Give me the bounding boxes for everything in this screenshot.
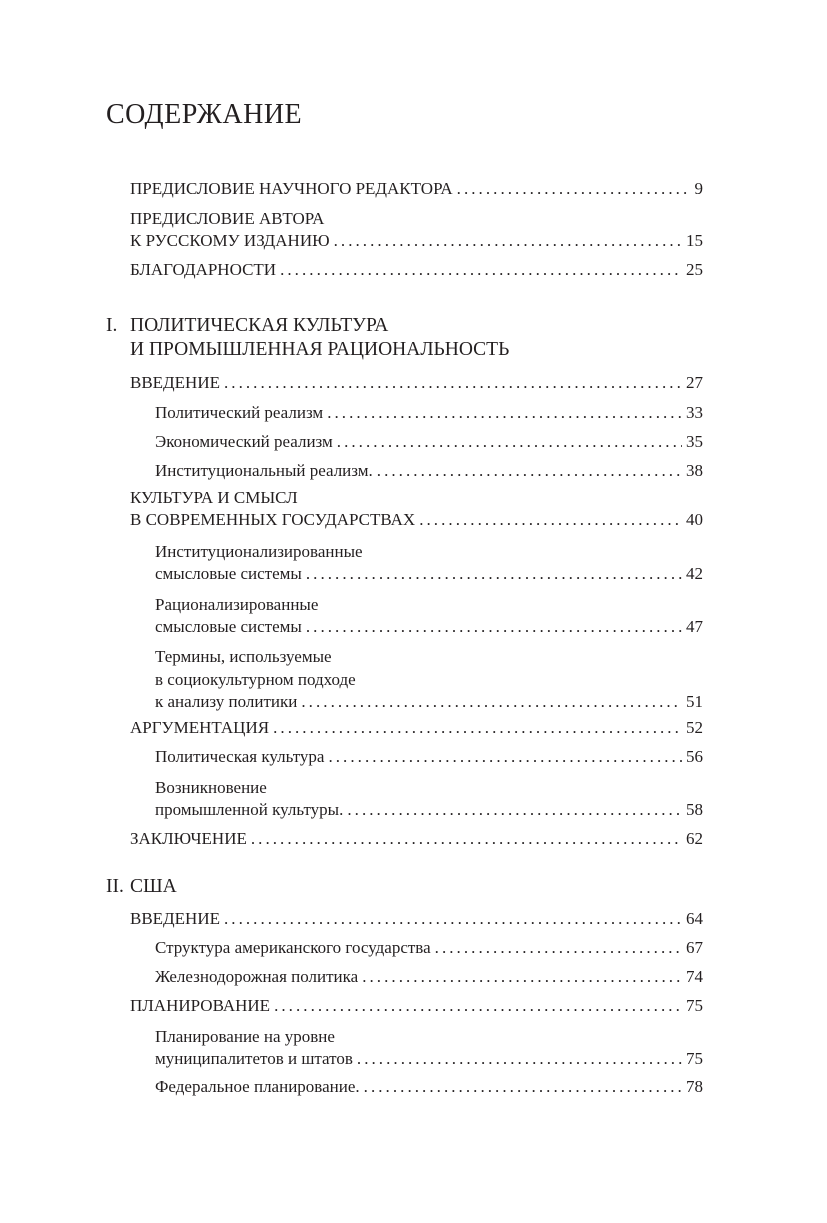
toc-subsection-entry[interactable] [155, 746, 703, 768]
entry-title: Политический реализм [155, 403, 324, 422]
toc-subsection-entry[interactable] [155, 1025, 703, 1070]
page-number: 56 [686, 747, 703, 766]
entry-title: ВВЕДЕНИЕ [130, 373, 220, 392]
part-title: США [130, 876, 177, 897]
page-number: 33 [686, 403, 703, 422]
toc-subsection-entry[interactable] [155, 776, 703, 821]
entry-title: муниципалитетов и штатов [155, 1049, 353, 1068]
dot-leader [435, 937, 682, 959]
toc-section-entry[interactable] [130, 908, 703, 930]
page-number: 67 [686, 938, 703, 957]
entry-title-line: КУЛЬТУРА И СМЫСЛ [130, 488, 298, 507]
entry-title-line: Рационализированные [155, 595, 319, 614]
dot-leader [364, 1076, 682, 1098]
dot-leader [224, 372, 682, 394]
entry-title-line: Возникновение [155, 778, 267, 797]
toc-subsection-entry[interactable] [155, 966, 703, 988]
entry-title: промышленной культуры. [155, 800, 344, 819]
toc-section-entry[interactable] [130, 372, 703, 394]
page-number: 35 [686, 432, 703, 451]
toc-section-entry[interactable] [130, 486, 703, 531]
dot-leader [327, 402, 682, 424]
toc-subsection-entry[interactable] [155, 431, 703, 453]
entry-title: ПЛАНИРОВАНИЕ [130, 996, 271, 1015]
page-number: 74 [686, 967, 703, 986]
entry-title: смысловые системы [155, 617, 302, 636]
page-number: 42 [686, 564, 703, 583]
page-number: 75 [686, 996, 703, 1015]
part-heading [106, 875, 177, 899]
page-number: 27 [686, 373, 703, 392]
entry-title: ЗАКЛЮЧЕНИЕ [130, 829, 247, 848]
page-number: 15 [686, 231, 703, 250]
toc-subsection-entry[interactable] [155, 593, 703, 638]
page-number: 9 [694, 179, 703, 198]
entry-title-line: ПРЕДИСЛОВИЕ АВТОРА [130, 209, 325, 228]
page-number: 51 [686, 692, 703, 711]
page-number: 25 [686, 260, 703, 279]
toc-section-entry[interactable] [130, 717, 703, 739]
entry-title-line: в социокультурном подходе [155, 670, 356, 689]
page-number: 64 [686, 909, 703, 928]
toc-section-entry[interactable] [130, 178, 703, 200]
entry-title-line: Термины, используемые [155, 647, 332, 666]
page-number: 78 [686, 1077, 703, 1096]
toc-subsection-entry[interactable] [155, 645, 703, 713]
page-number: 40 [686, 510, 703, 529]
part-heading [106, 314, 509, 362]
dot-leader [274, 995, 682, 1017]
entry-title: ПРЕДИСЛОВИЕ НАУЧНОГО РЕДАКТОРА [130, 179, 453, 198]
part-number: II. [106, 876, 124, 897]
dot-leader [337, 431, 682, 453]
toc-subsection-entry[interactable] [155, 402, 703, 424]
dot-leader [306, 563, 682, 585]
entry-title: В СОВРЕМЕННЫХ ГОСУДАРСТВАХ [130, 510, 416, 529]
entry-title: Институциональный реализм. [155, 461, 373, 480]
dot-leader [357, 1048, 682, 1070]
dot-leader [224, 908, 682, 930]
entry-title: К РУССКОМУ ИЗДАНИЮ [130, 231, 330, 250]
part-heading-line [106, 314, 509, 338]
entry-title: ВВЕДЕНИЕ [130, 909, 220, 928]
page-number: 75 [686, 1049, 703, 1068]
page-title: СОДЕРЖАНИЕ [106, 99, 303, 130]
dot-leader [334, 230, 682, 252]
entry-title: Экономический реализм [155, 432, 333, 451]
entry-title: АРГУМЕНТАЦИЯ [130, 718, 270, 737]
entry-title: к анализу политики [155, 692, 298, 711]
entry-title-line: Планирование на уровне [155, 1027, 335, 1046]
toc-section-entry[interactable] [130, 259, 703, 281]
page-number: 52 [686, 718, 703, 737]
entry-title: Политическая культура [155, 747, 325, 766]
part-heading-line [106, 338, 509, 362]
toc-section-entry[interactable] [130, 828, 703, 850]
dot-leader [306, 616, 682, 638]
dot-leader [273, 717, 682, 739]
toc-subsection-entry[interactable] [155, 937, 703, 959]
toc-subsection-entry[interactable] [155, 540, 703, 585]
dot-leader [328, 746, 682, 768]
entry-title: Железнодорожная политика [155, 967, 359, 986]
dot-leader [301, 691, 682, 713]
dot-leader [347, 799, 682, 821]
dot-leader [251, 828, 682, 850]
part-title: И ПРОМЫШЛЕННАЯ РАЦИОНАЛЬНОСТЬ [130, 339, 510, 360]
entry-title: Структура американского государства [155, 938, 431, 957]
entry-title: БЛАГОДАРНОСТИ [130, 260, 277, 279]
dot-leader [362, 966, 682, 988]
toc-section-entry[interactable] [130, 995, 703, 1017]
part-heading-line [106, 875, 177, 899]
page-number: 38 [686, 461, 703, 480]
toc-subsection-entry[interactable] [155, 1076, 703, 1098]
dot-leader [457, 178, 691, 200]
dot-leader [280, 259, 682, 281]
dot-leader [377, 460, 682, 482]
page-number: 62 [686, 829, 703, 848]
part-number: I. [106, 315, 118, 336]
toc-section-entry[interactable] [130, 207, 703, 252]
entry-title-line: Институционализированные [155, 542, 363, 561]
part-title: ПОЛИТИЧЕСКАЯ КУЛЬТУРА [130, 315, 389, 336]
page-number: 58 [686, 800, 703, 819]
dot-leader [419, 509, 682, 531]
toc-subsection-entry[interactable] [155, 460, 703, 482]
entry-title: Федеральное планирование. [155, 1077, 360, 1096]
entry-title: смысловые системы [155, 564, 302, 583]
page-number: 47 [686, 617, 703, 636]
